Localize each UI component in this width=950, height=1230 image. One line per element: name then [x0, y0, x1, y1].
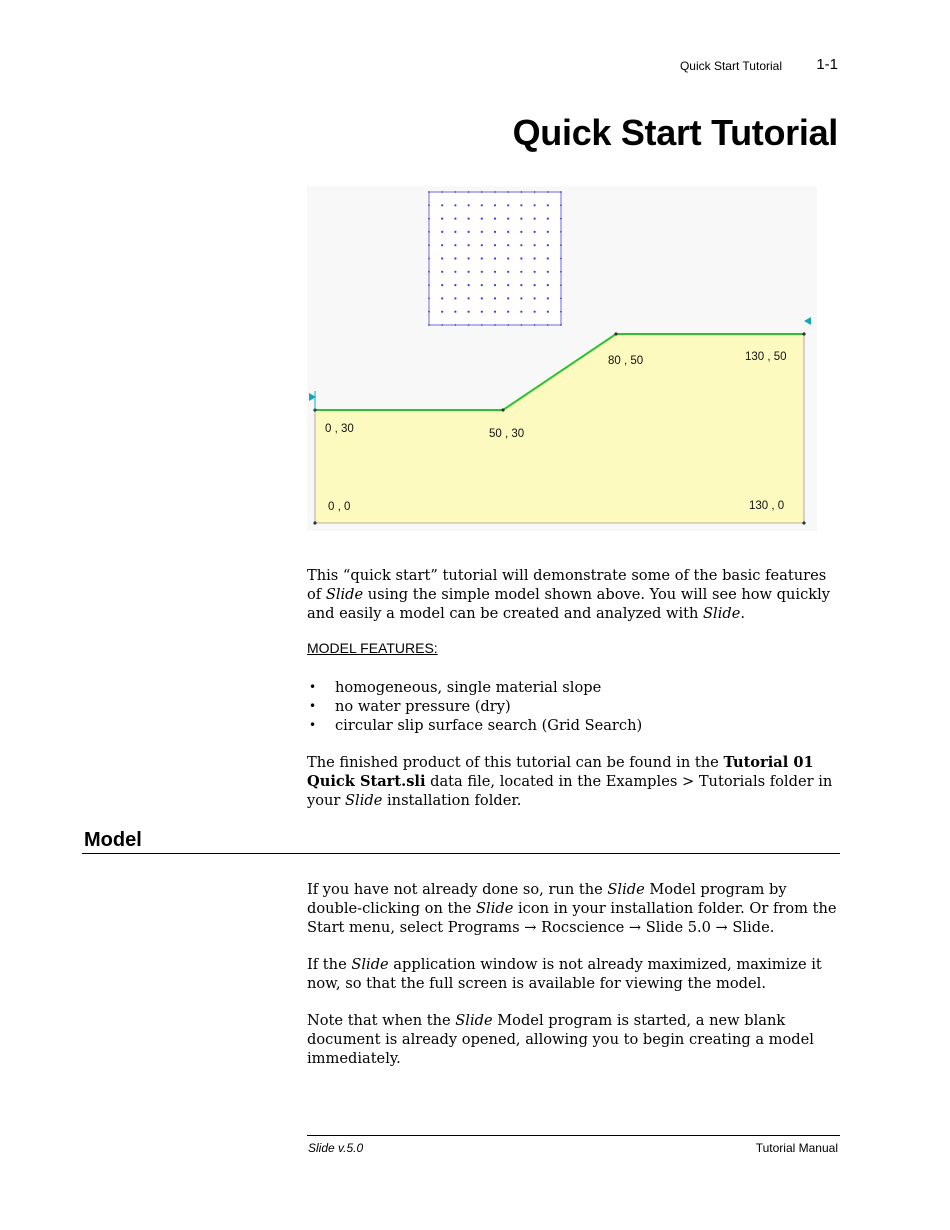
grid-point [454, 271, 456, 273]
grid-point [441, 231, 443, 233]
grid-point [507, 204, 509, 206]
grid-point [534, 204, 536, 206]
grid-point [428, 324, 430, 326]
grid-point [520, 297, 522, 299]
running-header-title: Quick Start Tutorial [679, 59, 782, 73]
grid-point [481, 204, 483, 206]
footer-manual-name: Tutorial Manual [755, 1141, 838, 1155]
grid-point [507, 191, 509, 193]
search-grid [428, 191, 562, 326]
grid-point [521, 324, 523, 326]
grid-point [441, 191, 443, 193]
grid-point [547, 204, 549, 206]
grid-point [534, 218, 536, 220]
grid-point [468, 231, 470, 233]
section-divider [82, 853, 840, 854]
slope-model-figure [307, 186, 817, 531]
grid-point [560, 231, 562, 233]
vertex [802, 332, 805, 335]
grid-point [520, 271, 522, 273]
grid-point [534, 271, 536, 273]
grid-point [428, 244, 430, 246]
product-name: Slide [455, 1012, 493, 1029]
grid-point [468, 257, 470, 259]
grid-point [441, 257, 443, 259]
coord-label: 130 , 0 [749, 500, 785, 512]
grid-point [481, 324, 483, 326]
grid-point [507, 324, 509, 326]
grid-point [534, 324, 536, 326]
grid-point [521, 191, 523, 193]
grid-point [428, 298, 430, 300]
grid-point [507, 297, 509, 299]
grid-point [494, 218, 496, 220]
grid-point [481, 284, 483, 286]
product-name: Slide [607, 881, 645, 898]
finished-product-paragraph [307, 753, 842, 810]
grid-point [494, 244, 496, 246]
intro-paragraph [307, 566, 842, 623]
grid-point [560, 324, 562, 326]
text-run: This “quick start” tutorial will demonstrate some of the basic features of [307, 567, 827, 603]
grid-point [454, 297, 456, 299]
model-features-list [307, 678, 642, 735]
product-name: Slide [351, 956, 389, 973]
text-run: data file, located in the Examples > Tutorials folder in your [307, 773, 833, 809]
grid-point [481, 231, 483, 233]
grid-point [520, 244, 522, 246]
grid-point [507, 311, 509, 313]
grid-point [547, 191, 549, 193]
text-run: If the [307, 956, 352, 973]
grid-point [441, 271, 443, 273]
text-run: Note that when the [307, 1012, 456, 1029]
page-title: Quick Start Tutorial [512, 112, 838, 153]
grid-point [507, 244, 509, 246]
grid-point [534, 191, 536, 193]
grid-point [507, 257, 509, 259]
grid-point [454, 257, 456, 259]
text-run: Model program is started, a new blank document is already opened, allowing you to begin creating a model immediately. [307, 1012, 814, 1067]
grid-point [547, 244, 549, 246]
grid-point [520, 231, 522, 233]
grid-point [520, 218, 522, 220]
grid-point [441, 297, 443, 299]
coord-label: 130 , 50 [745, 351, 787, 363]
product-name: Slide [345, 792, 383, 809]
grid-point [534, 257, 536, 259]
product-name: Slide [325, 586, 364, 603]
text-run: The finished product of this tutorial can be found in the [307, 754, 724, 771]
grid-point [481, 257, 483, 259]
maximize-window-paragraph [307, 955, 842, 993]
grid-point [547, 297, 549, 299]
grid-point [534, 297, 536, 299]
grid-point [560, 298, 562, 300]
grid-point [560, 204, 562, 206]
model-features-heading: MODEL FEATURES: [307, 640, 438, 656]
grid-point [428, 258, 430, 260]
grid-point [428, 191, 430, 193]
grid-point [454, 244, 456, 246]
grid-point [428, 204, 430, 206]
grid-point [560, 311, 562, 313]
grid-point [441, 218, 443, 220]
blank-document-paragraph [307, 1011, 842, 1068]
grid-point [428, 218, 430, 220]
grid-point [428, 284, 430, 286]
grid-point [494, 311, 496, 313]
grid-point [468, 218, 470, 220]
coord-label: 0 , 0 [328, 501, 351, 513]
grid-point [441, 204, 443, 206]
grid-point [494, 297, 496, 299]
grid-point [468, 244, 470, 246]
grid-point [481, 244, 483, 246]
grid-point [468, 204, 470, 206]
footer-divider [307, 1135, 840, 1136]
list-item: • circular slip surface search (Grid Search) [307, 716, 642, 735]
grid-point [468, 311, 470, 313]
grid-point [560, 284, 562, 286]
vertex [501, 408, 504, 411]
grid-point [454, 284, 456, 286]
grid-point [507, 231, 509, 233]
footer-product-version: Slide v.5.0 [308, 1141, 364, 1155]
grid-point [454, 204, 456, 206]
grid-point [455, 324, 457, 326]
text-run: icon in your installation folder. Or from the Start menu, select Programs → Rocscience → Slide 5.0 → Slide. [307, 900, 837, 936]
text-run: application window is not already maximized, maximize it now, so that the full screen is available for viewing the model. [307, 956, 822, 992]
page-number: 1-1 [816, 56, 838, 73]
grid-point [454, 231, 456, 233]
text-run: installation folder. [382, 792, 522, 809]
grid-point [481, 311, 483, 313]
grid-point [547, 284, 549, 286]
text-run: Model program by double-clicking on the [307, 881, 787, 917]
text-run: If you have not already done so, run the [307, 881, 608, 898]
grid-point [494, 231, 496, 233]
grid-point [441, 324, 443, 326]
product-name: Slide [703, 605, 741, 622]
grid-point [520, 311, 522, 313]
product-name: Slide [476, 900, 514, 917]
grid-point [547, 231, 549, 233]
list-item: • no water pressure (dry) [307, 697, 642, 716]
grid-point [534, 284, 536, 286]
grid-point [494, 284, 496, 286]
grid-point [468, 324, 470, 326]
vertex [614, 332, 617, 335]
grid-point [441, 311, 443, 313]
coord-label: 50 , 30 [489, 428, 525, 440]
coord-label: 80 , 50 [608, 355, 644, 367]
grid-point [520, 204, 522, 206]
grid-point [428, 231, 430, 233]
grid-point [494, 257, 496, 259]
run-program-paragraph [307, 880, 842, 937]
grid-point [547, 271, 549, 273]
grid-point [468, 271, 470, 273]
grid-point [507, 284, 509, 286]
grid-point [547, 218, 549, 220]
grid-point [520, 257, 522, 259]
coord-label: 0 , 30 [325, 423, 354, 435]
grid-point [468, 191, 470, 193]
grid-point [560, 244, 562, 246]
grid-point [494, 191, 496, 193]
grid-point [481, 218, 483, 220]
grid-point [507, 218, 509, 220]
grid-point [468, 284, 470, 286]
grid-point [494, 204, 496, 206]
vertex [802, 521, 805, 524]
grid-point [507, 271, 509, 273]
grid-point [481, 271, 483, 273]
text-run: using the simple model shown above. You will see how quickly and easily a model can be created and analyzed with [307, 586, 831, 622]
grid-point [454, 311, 456, 313]
grid-point [560, 218, 562, 220]
grid-point [481, 191, 483, 193]
grid-point [520, 284, 522, 286]
grid-point [547, 324, 549, 326]
grid-point [560, 191, 562, 193]
grid-point [441, 244, 443, 246]
grid-point [468, 297, 470, 299]
file-name: Tutorial 01 Quick Start.sli [307, 754, 814, 790]
grid-point [455, 191, 457, 193]
grid-point [560, 258, 562, 260]
grid-point [428, 271, 430, 273]
section-heading-model: Model [84, 829, 142, 851]
grid-point [481, 297, 483, 299]
grid-point [547, 311, 549, 313]
grid-point [560, 271, 562, 273]
grid-point [534, 311, 536, 313]
grid-point [534, 244, 536, 246]
grid-point [428, 311, 430, 313]
grid-point [534, 231, 536, 233]
grid-point [441, 284, 443, 286]
text-run: . [740, 605, 745, 622]
grid-point [547, 257, 549, 259]
vertex [313, 521, 316, 524]
grid-point [494, 324, 496, 326]
grid-point [454, 218, 456, 220]
list-item: • homogeneous, single material slope [307, 678, 642, 697]
grid-point [494, 271, 496, 273]
